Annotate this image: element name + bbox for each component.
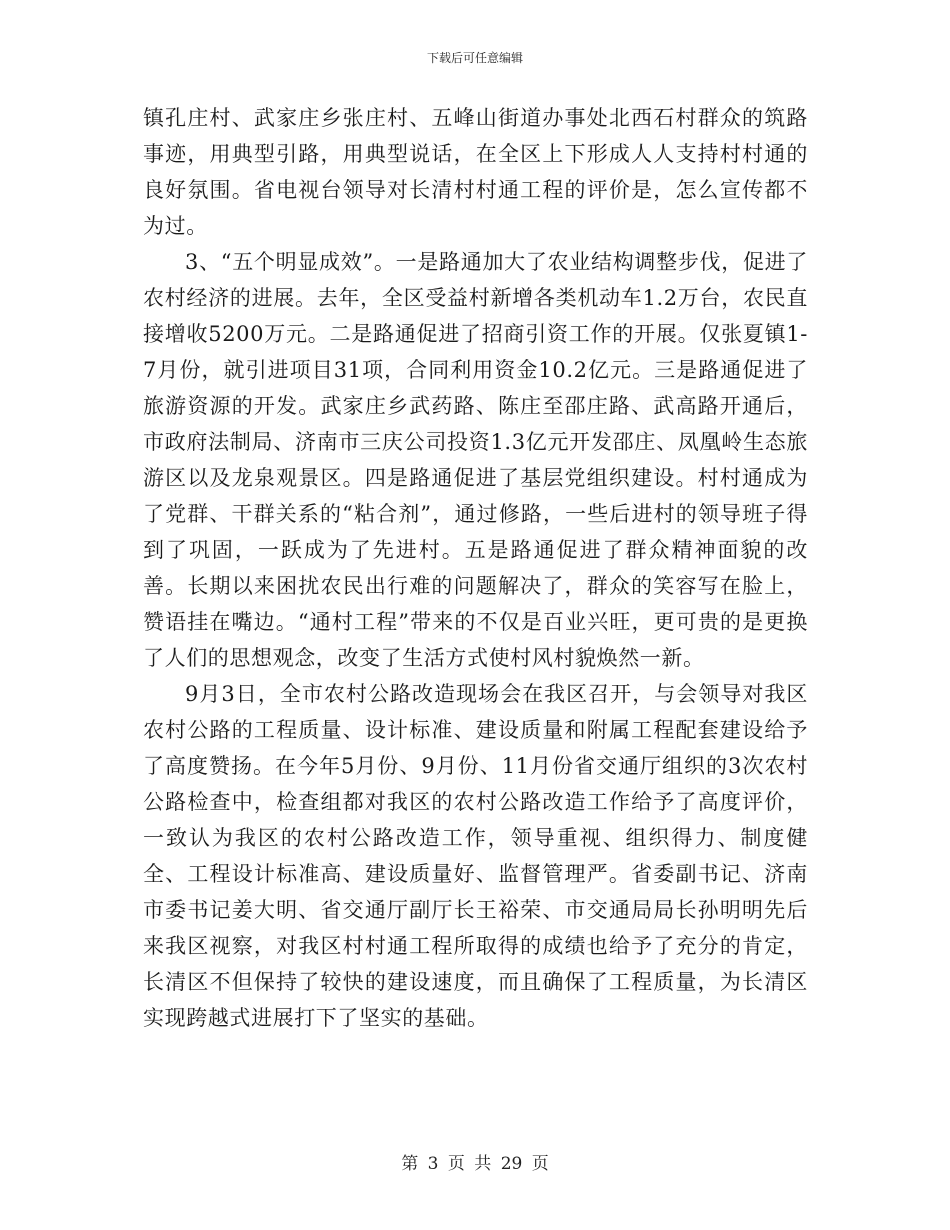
- document-body: [143, 100, 808, 1036]
- page-header-note: 下载后可任意编辑: [426, 51, 523, 65]
- paragraph-five-effects: 3、“五个明显成效”。一是路通加大了农业结构调整步伐，促进了农村经济的进展。去年，全区受益村新增各类机动车1.2万台，农民直接增收5200万元。二是路通促进了招商引资工作的开展。仅张夏镇1-7月份，就引进项目31项，合同利用资金10.2亿元。三是路通促进了旅游资源的开发。武家庄乡武药路、陈庄至邵庄路、武高路开通后，市政府法制局、济南市三庆公司投资1.3亿元开发邵庄、凤凰岭生态旅游区以及龙泉观景区。四是路通促进了基层党组织建设。村村通成为了党群、干群关系的“粘合剂”，通过修路，一些后进村的领导班子得到了巩固，一跃成为了先进村。五是路通促进了群众精神面貌的改善。长期以来困扰农民出行难的问题解决了，群众的笑容写在脸上，赞语挂在嘴边。“通村工程”带来的不仅是百业兴旺，更可贵的是更换了人们的思想观念，改变了生活方式使村风村貌焕然一新。: [143, 250, 808, 670]
- paragraph-site-meeting: 9月3日，全市农村公路改造现场会在我区召开，与会领导对我区农村公路的工程质量、设计标准、建设质量和附属工程配套建设给予了高度赞扬。在今年5月份、9月份、11月份省交通厅组织的3次农村公路检查中，检查组都对我区的农村公路改造工作给予了高度评价，一致认为我区的农村公路改造工作，领导重视、组织得力、制度健全、工程设计标准高、建设质量好、监督管理严。省委副书记、济南市委书记姜大明、省交通厅副厅长王裕荣、市交通局局长孙明明先后来我区视察，对我区村村通工程所取得的成绩也给予了充分的肯定，长清区不但保持了较快的建设速度，而且确保了工程质量，为长清区实现跨越式进展打下了坚实的基础。: [143, 682, 808, 1030]
- page-number: 第 3 页 共 29 页: [401, 1154, 549, 1174]
- paragraph-continuation: 镇孔庄村、武家庄乡张庄村、五峰山街道办事处北西石村群众的筑路事迹，用典型引路，用典型说话，在全区上下形成人人支持村村通的良好氛围。省电视台领导对长清村村通工程的评价是，怎么宣传都不为过。: [143, 106, 808, 238]
